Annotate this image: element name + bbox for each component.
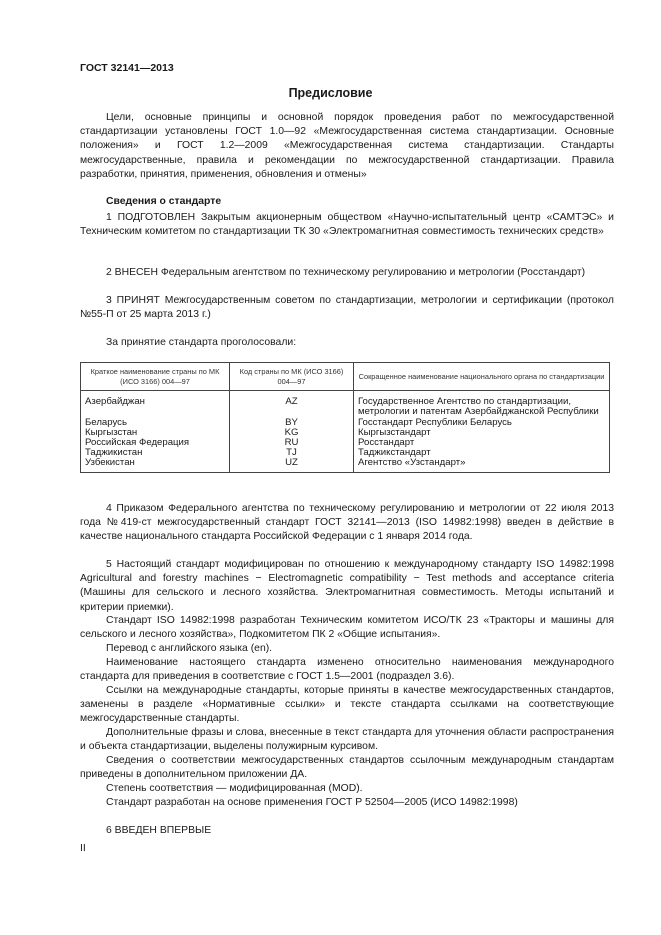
table-cell-country: Таджикистан: [81, 448, 230, 458]
item-5e: Дополнительные фразы и слова, внесенные в текст стандарта для уточнения области распространения и объекта стандартизации, выделены полужирным курсивом.: [80, 727, 614, 753]
item-4: 4 Приказом Федерального агентства по техническому регулированию и метрологии от 22 июля 2013 года №419-ст межгосударственный стандарт ГОСТ 32141—2013 (ISO 14982:1998) введен в действие в качестве национального стандарта Российской Федерации с 1 января 2014 года.: [80, 503, 614, 543]
voting-table: [80, 362, 610, 473]
intro-paragraph: Цели, основные принципы и основной порядок проведения работ по межгосударственной стандартизации установлены ГОСТ 1.0—92 «Межгосударственная система стандартизации. Основные положения» и ГОСТ 1.2—2009 «Межгосударственная система стандартизации. Стандарты межгосударственные, правила и рекомендации по межгосударственной стандартизации. Правила разработки, принятия, применения, обновления и отмены»: [80, 112, 614, 180]
section-subtitle: Сведения о стандарте: [106, 196, 222, 207]
table-cell-body: Таджикстандарт: [354, 448, 610, 458]
item-5b: Перевод с английского языка (en).: [106, 643, 273, 654]
item-1: 1 ПОДГОТОВЛЕН Закрытым акционерным обществом «Научно-испытательный центр «САМТЭС» и Техническим комитетом по стандартизации ТК 30 «Электромагнитная совместимость технических средств»: [80, 212, 614, 238]
table-header-country: Краткое наименование страны по МК (ИСО 3166) 004—97: [81, 363, 230, 391]
table-cell-code: KG: [230, 428, 354, 438]
item-3: 3 ПРИНЯТ Межгосударственным советом по стандартизации, метрологии и сертификации (протокол №55-П от 25 марта 2013 г.): [80, 295, 614, 321]
table-intro: За принятие стандарта проголосовали:: [106, 337, 297, 348]
item-5: 5 Настоящий стандарт модифицирован по отношению к международному стандарту ISO 14982:1998 Agricultural and forestry machines − Electromagnetic compatibility − Test methods and acceptance criteria (Машины для сельского и лесного хозяйства. Электромагнитная совместимость. Методы испытаний и критерии приемки).: [80, 559, 614, 613]
table-cell-code: UZ: [230, 458, 354, 472]
table-cell-country: Узбекистан: [81, 458, 230, 472]
document-code: ГОСТ 32141—2013: [80, 62, 174, 74]
table-header-code: Код страны по МК (ИСО 3166) 004—97: [230, 363, 354, 391]
item-5g: Степень соответствия — модифицированная (MOD).: [106, 783, 363, 794]
table-cell-code: AZ: [230, 397, 354, 417]
item-5c: Наименование настоящего стандарта изменено относительно наименования международного стандарта для приведения в соответствие с ГОСТ 1.5—2001 (подраздел 3.6).: [80, 657, 614, 683]
table-cell-country: Кыргызстан: [81, 428, 230, 438]
item-2: 2 ВНЕСЕН Федеральным агентством по техническому регулированию и метрологии (Росстандарт): [106, 267, 586, 278]
table-cell-body: Кыргызстандарт: [354, 428, 610, 438]
table-row: [81, 418, 610, 428]
table-row: [81, 458, 610, 472]
table-cell-body: Государственное Агентство по стандартизации, метрологии и патентам Азербайджанской Республики: [354, 397, 610, 417]
table-row: [81, 438, 610, 448]
page-title: Предисловие: [288, 86, 373, 100]
table-header-body: Сокращенное наименование национального органа по стандартизации: [354, 363, 610, 391]
table-cell-body: Госстандарт Республики Беларусь: [354, 418, 610, 428]
item-5h: Стандарт разработан на основе применения ГОСТ Р 52504—2005 (ИСО 14982:1998): [106, 797, 518, 808]
table-row: [81, 448, 610, 458]
table-cell-country: Российская Федерация: [81, 438, 230, 448]
table-cell-code: RU: [230, 438, 354, 448]
item-5d: Ссылки на международные стандарты, которые приняты в качестве межгосударственных стандартов, заменены в разделе «Нормативные ссылки» и тексте стандарта ссылками на соответствующие межгосударственные стандарты.: [80, 685, 614, 725]
table-cell-body: Росстандарт: [354, 438, 610, 448]
item-6: 6 ВВЕДЕН ВПЕРВЫЕ: [106, 825, 212, 836]
table-cell-body: Агентство «Узстандарт»: [354, 458, 610, 472]
page-number: II: [80, 842, 86, 854]
table-cell-code: BY: [230, 418, 354, 428]
item-5f: Сведения о соответствии межгосударственных стандартов ссылочным международным стандартам приведены в дополнительном приложении ДА.: [80, 755, 614, 781]
table-row: [81, 397, 610, 417]
table-cell-country: Азербайджан: [81, 397, 230, 417]
table-cell-country: Беларусь: [81, 418, 230, 428]
table-cell-code: TJ: [230, 448, 354, 458]
item-5a: Стандарт ISO 14982:1998 разработан Техническим комитетом ИСО/ТК 23 «Тракторы и машины для сельского и лесного хозяйства», Подкомитетом ПК 2 «Общие испытания».: [80, 615, 614, 641]
table-header-row: [81, 363, 610, 391]
